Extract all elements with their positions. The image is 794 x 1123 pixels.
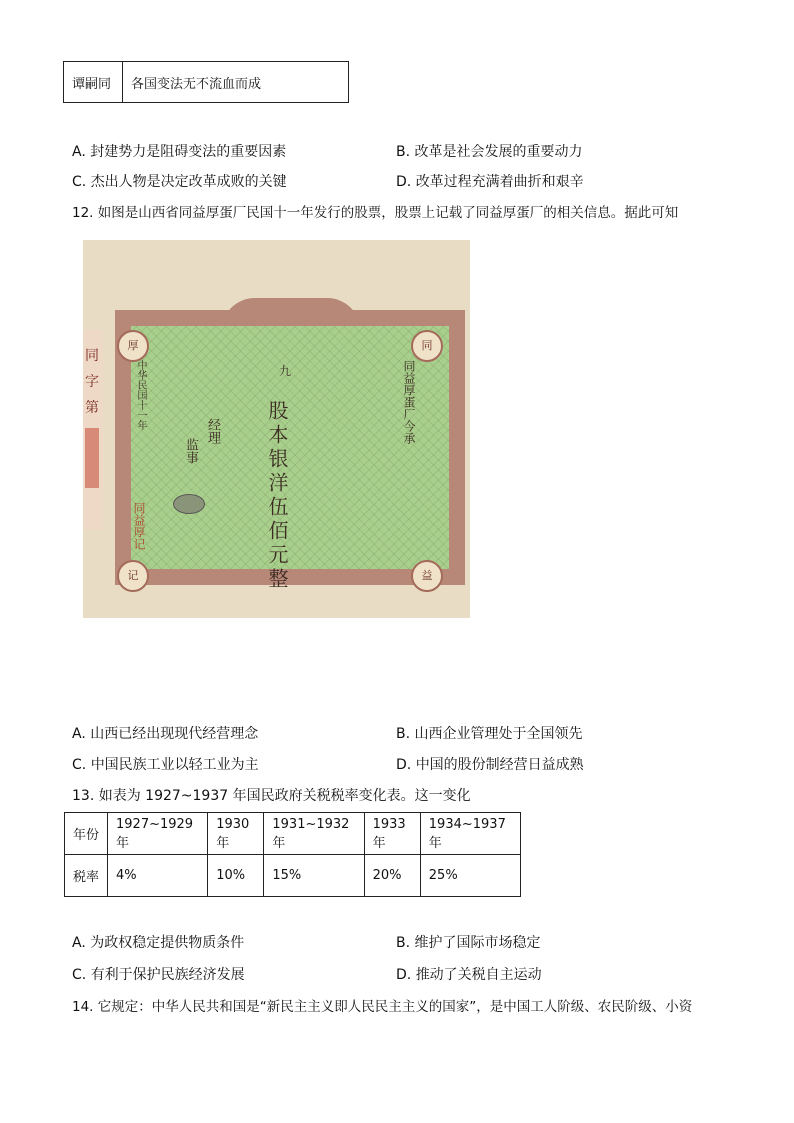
quote-text: 各国变法无不流血而成 [123,62,349,103]
corner-mark-top-right: 同 [411,330,443,362]
q14-stem: 14. 它规定：中华人民共和国是“新民主主义即人民民主主义的国家”，是中国工人阶级、农民阶级、小资 [72,999,693,1015]
q11-option-b[interactable]: B. 改革是社会发展的重要动力 [396,144,583,160]
quote-person: 谭嗣同 [64,62,123,103]
rate-cell: 15% [264,855,364,897]
certificate-serial: 九 [279,364,292,378]
tariff-table [64,812,521,897]
q13-option-d[interactable]: D. 推动了关税自主运动 [396,967,542,983]
header-year: 年份 [65,813,108,855]
year-cell: 1930 年 [208,813,264,855]
q12-option-a[interactable]: A. 山西已经出现现代经营理念 [72,726,259,742]
q12-stem: 12. 如图是山西省同益厚蛋厂民国十一年发行的股票，股票上记载了同益厚蛋厂的相关信息。据此可知 [72,205,679,221]
q13-option-c[interactable]: C. 有利于保护民族经济发展 [72,967,245,983]
year-cell: 1934~1937 年 [420,813,520,855]
q12-option-c[interactable]: C. 中国民族工业以轻工业为主 [72,757,259,773]
q12-option-d[interactable]: D. 中国的股份制经营日益成熟 [396,757,584,773]
q11-option-c[interactable]: C. 杰出人物是决定改革成败的关键 [72,174,287,190]
certificate-date: 中华民国十一年 [135,360,146,430]
year-cell: 1933 年 [364,813,420,855]
tariff-rate-row [65,855,521,897]
q12-option-b[interactable]: B. 山西企业管理处于全国领先 [396,726,583,742]
q11-option-d[interactable]: D. 改革过程充满着曲折和艰辛 [396,174,584,190]
header-rate: 税率 [65,855,108,897]
q13-stem: 13. 如表为 1927~1937 年国民政府关税税率变化表。这一变化 [72,788,471,804]
corner-mark-bottom-right: 益 [411,560,443,592]
corner-mark-bottom-left: 记 [117,560,149,592]
certificate-supervisor: 监事 [183,438,198,464]
rate-cell: 20% [364,855,420,897]
year-cell: 1927~1929 年 [108,813,208,855]
certificate-seal [173,494,205,514]
tariff-year-row [65,813,521,855]
certificate-stub: 同 字 第 [83,330,103,530]
q11-option-a[interactable]: A. 封建势力是阻碍变法的重要因素 [72,144,287,160]
certificate-issuer: 同益厚记 [132,502,146,550]
year-cell: 1931~1932 年 [264,813,364,855]
certificate-amount: 股本银洋伍佰元整 [265,400,289,592]
rate-cell: 4% [108,855,208,897]
q13-option-b[interactable]: B. 维护了国际市场稳定 [396,935,541,951]
certificate-manager: 经理 [205,418,220,444]
rate-cell: 10% [208,855,264,897]
q13-option-a[interactable]: A. 为政权稳定提供物质条件 [72,935,245,951]
stock-certificate-image [83,240,470,618]
quote-table [63,61,349,103]
rate-cell: 25% [420,855,520,897]
certificate-company: 同益厚蛋厂今承 [402,360,416,444]
corner-mark-top-left: 厚 [117,330,149,362]
